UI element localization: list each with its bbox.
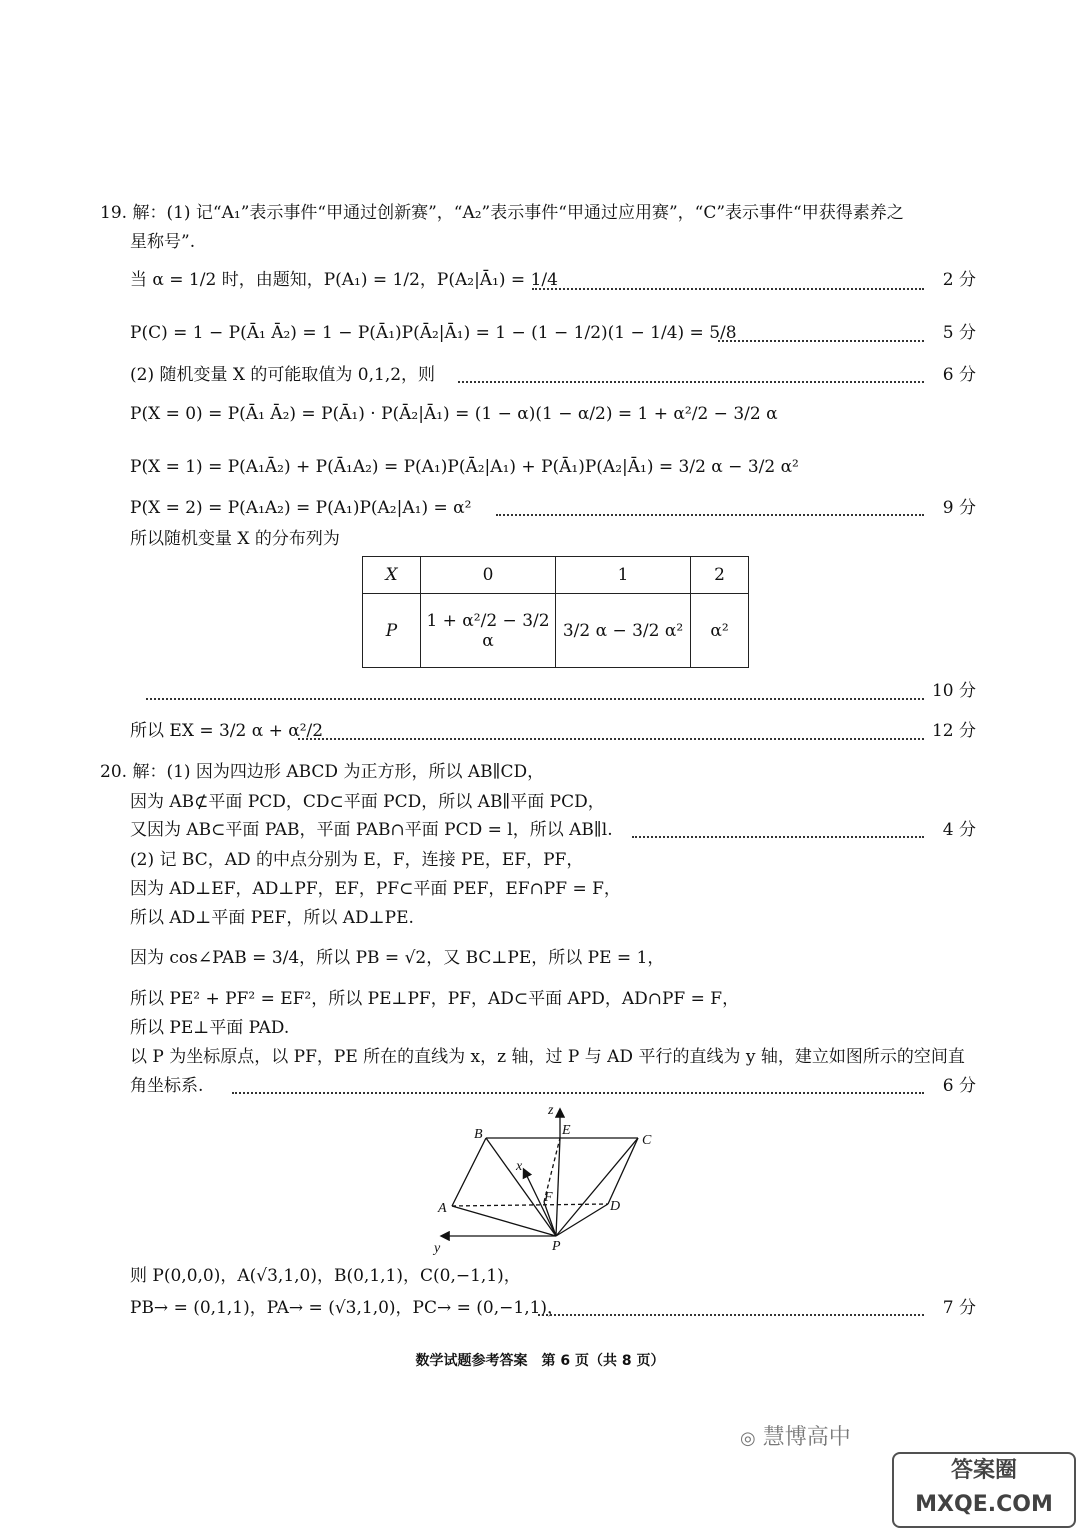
label-f: F <box>544 1190 553 1205</box>
label-a: A <box>438 1201 447 1216</box>
label-d: D <box>610 1199 621 1214</box>
label-e: E <box>562 1123 571 1138</box>
score-10: 10 分 <box>931 681 976 701</box>
label-x: x <box>516 1159 523 1174</box>
q19-line2: 星称号”. <box>130 232 196 252</box>
page-footer: 数学试题参考答案 第 6 页（共 8 页） <box>415 1353 665 1369</box>
q20-line4: (2) 记 BC，AD 的中点分别为 E，F，连接 PE，EF，PF， <box>130 850 584 870</box>
q19-line8: P(X = 2) = P(A₁A₂) = P(A₁)P(A₂|A₁) = α² <box>130 498 472 518</box>
label-p: P <box>552 1239 561 1254</box>
score-12: 12 分 <box>931 721 976 741</box>
mxqe-stamp-logo: 答案圈 MXQE.COM <box>892 1452 1076 1528</box>
score-7: 7 分 <box>942 1298 976 1318</box>
q19-line3: 当 α = 1/2 时，由题知，P(A₁) = 1/2，P(A₂|Ā₁) = 1/4 <box>130 270 558 290</box>
score-6: 6 分 <box>942 365 976 385</box>
q19-line10: 所以 EX = 3/2 α + α²/2 <box>130 721 324 741</box>
label-y: y <box>434 1241 441 1256</box>
q19-line1: 19. 解：(1) 记“A₁”表示事件“甲通过创新赛”，“A₂”表示事件“甲通过应用赛”，“C”表示事件“甲获得素养之 <box>100 203 904 223</box>
q20-line2: 因为 AB⊄平面 PCD，CD⊂平面 PCD，所以 AB∥平面 PCD， <box>130 792 605 812</box>
q20-line6: 所以 AD⊥平面 PEF，所以 AD⊥PE. <box>130 908 414 928</box>
table-header-0: 0 <box>421 557 556 594</box>
q20-line1: 20. 解：(1) 因为四边形 ABCD 为正方形，所以 AB∥CD， <box>100 762 545 782</box>
q19-line7: P(X = 1) = P(A₁Ā₂) + P(Ā₁A₂) = P(A₁)P(Ā₂|A₁) + P(Ā₁)P(A₂|Ā₁) = 3/2 α − 3/2 α² <box>130 457 799 477</box>
label-z: z <box>548 1103 554 1118</box>
watermark: ◎ 慧博高中 <box>740 1425 851 1450</box>
q20-line5: 因为 AD⊥EF，AD⊥PF，EF，PF⊂平面 PEF，EF∩PF = F， <box>130 879 621 899</box>
wechat-icon: ◎ <box>740 1428 756 1449</box>
table-cell-p2: α² <box>691 594 749 668</box>
pyramid-figure <box>420 1098 660 1258</box>
q20-line12: 则 P(0,0,0)，A(√3,1,0)，B(0,1,1)，C(0,−1,1)， <box>130 1266 521 1286</box>
q19-line4: P(C) = 1 − P(Ā₁ Ā₂) = 1 − P(Ā₁)P(Ā₂|Ā₁) = 1 − (1 − 1/2)(1 − 1/4) = 5/8 <box>130 323 737 343</box>
q20-line10: 以 P 为坐标原点，以 PF，PE 所在的直线为 x，z 轴，过 P 与 AD 平行的直线为 y 轴，建立如图所示的空间直 <box>130 1047 965 1067</box>
table-header-2: 2 <box>691 557 749 594</box>
q19-line6: P(X = 0) = P(Ā₁ Ā₂) = P(Ā₁) · P(Ā₂|Ā₁) = (1 − α)(1 − α/2) = 1 + α²/2 − 3/2 α <box>130 404 778 424</box>
q20-line13: PB→ = (0,1,1)，PA→ = (√3,1,0)，PC→ = (0,−1,1)， <box>130 1298 565 1318</box>
distribution-table <box>362 556 749 668</box>
q20-line11: 角坐标系. <box>130 1076 204 1096</box>
score-6b: 6 分 <box>942 1076 976 1096</box>
q20-line9: 所以 PE⊥平面 PAD. <box>130 1018 290 1038</box>
q19-line5: (2) 随机变量 X 的可能取值为 0,1,2，则 <box>130 365 436 385</box>
score-2: 2 分 <box>942 270 976 290</box>
table-header-1: 1 <box>556 557 691 594</box>
table-cell-p0: 1 + α²/2 − 3/2 α <box>421 594 556 668</box>
table-cell-p1: 3/2 α − 3/2 α² <box>556 594 691 668</box>
table-row-p: P <box>363 594 421 668</box>
q20-line8: 所以 PE² + PF² = EF²，所以 PE⊥PF，PF，AD⊂平面 APD，AD∩PF = F， <box>130 989 740 1009</box>
q19-line9: 所以随机变量 X 的分布列为 <box>130 529 340 549</box>
score-5: 5 分 <box>942 323 976 343</box>
label-c: C <box>642 1133 652 1148</box>
score-9: 9 分 <box>942 498 976 518</box>
q20-line3: 又因为 AB⊂平面 PAB，平面 PAB∩平面 PCD = l，所以 AB∥l. <box>130 820 613 840</box>
score-4: 4 分 <box>942 820 976 840</box>
table-header-x: X <box>363 557 421 594</box>
label-b: B <box>474 1127 483 1142</box>
q20-line7: 因为 cos∠PAB = 3/4，所以 PB = √2，又 BC⊥PE，所以 PE = 1， <box>130 948 665 968</box>
